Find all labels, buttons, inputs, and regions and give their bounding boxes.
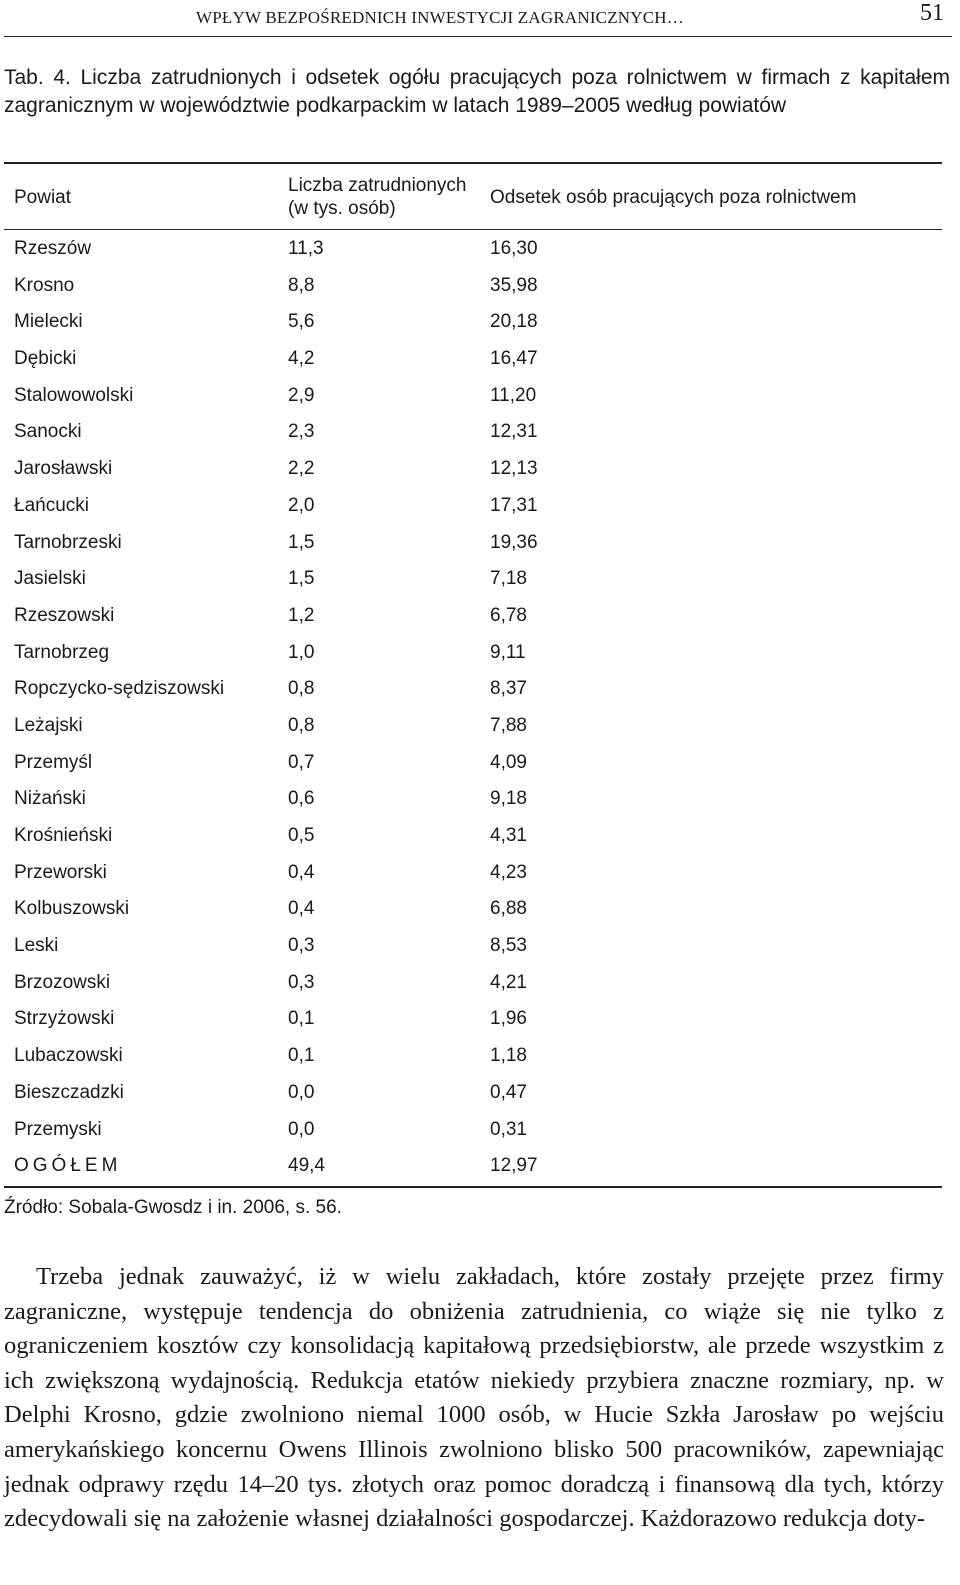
header-odsetek: Odsetek osób pracujących poza rolnictwem — [490, 187, 857, 208]
page-number: 51 — [920, 0, 944, 26]
cell-odsetek: 6,78 — [490, 604, 527, 626]
table-row — [4, 340, 938, 377]
table-row — [4, 817, 938, 854]
cell-odsetek: 9,11 — [490, 641, 526, 663]
cell-powiat: Rzeszowski — [14, 604, 115, 626]
cell-odsetek: 12,13 — [490, 458, 538, 480]
cell-powiat: Krosno — [14, 274, 75, 296]
table-row — [4, 1000, 938, 1037]
cell-liczba: 8,8 — [288, 274, 315, 296]
table-row — [4, 854, 938, 891]
table-row — [4, 744, 938, 781]
table-row — [4, 780, 938, 817]
cell-powiat: Łańcucki — [14, 494, 89, 516]
cell-liczba: 0,4 — [288, 861, 315, 883]
body-paragraph: Trzeba jednak zauważyć, iż w wielu zakładach, które zostały przejęte przez firmy zagraniczne, występuje tendencja do obniżenia zatrudnienia, co wiąże się nie tylko z ograniczeniem kosztów czy konsolidacją kapitałową przedsiębiorstw, ale przede wszystkim z ich zwiększoną wydajnością. Redukcja etatów niekiedy przybiera znaczne rozmiary, np. w Delphi Krosno, gdzie zwolniono niemal 1000 osób, w Hucie Szkła Jarosław po wejściu amerykańskiego koncernu Owens Illinois zwolniono blisko 500 pracowników, zapewniając jednak odprawy rzędu 14–20 tys. złotych oraz pomoc doradczą i finansową dla tych, którzy zdecydowali się na założenie własnej działalności gospodarczej. Każdorazowo redukcja doty- — [4, 1263, 944, 1533]
cell-powiat: Lubaczowski — [14, 1045, 123, 1067]
cell-odsetek: 19,36 — [490, 531, 538, 553]
cell-powiat: Mielecki — [14, 311, 83, 333]
header-rule — [4, 36, 952, 37]
cell-liczba: 1,2 — [288, 604, 315, 626]
running-title: WPŁYW BEZPOŚREDNICH INWESTYCJI ZAGRANICZNYCH… — [196, 8, 684, 27]
cell-odsetek: 1,96 — [490, 1008, 527, 1030]
table-row — [4, 303, 938, 340]
cell-liczba: 1,5 — [288, 531, 315, 553]
cell-liczba: 0,8 — [288, 714, 315, 736]
table-row — [4, 670, 938, 707]
cell-powiat: Krośnieński — [14, 825, 113, 846]
cell-powiat: Tarnobrzeg — [14, 641, 110, 663]
cell-odsetek: 8,37 — [490, 678, 527, 700]
cell-powiat: OGÓŁEM — [14, 1155, 122, 1177]
table-row — [4, 964, 938, 1001]
table-row — [4, 487, 938, 524]
cell-powiat: Dębicki — [14, 348, 77, 370]
cell-liczba: 0,0 — [288, 1081, 315, 1103]
cell-liczba: 0,1 — [288, 1045, 315, 1067]
cell-powiat: Jasielski — [14, 568, 86, 590]
cell-powiat: Przeworski — [14, 861, 107, 883]
cell-odsetek: 7,18 — [490, 568, 527, 590]
table-row — [4, 1037, 938, 1074]
cell-liczba: 2,9 — [288, 384, 315, 406]
cell-odsetek: 9,18 — [490, 788, 527, 810]
table-row — [4, 634, 938, 671]
cell-powiat: Przemyśl — [14, 751, 93, 773]
header-liczba: Liczba zatrudnionych (w tys. osób) — [288, 175, 467, 219]
table-row — [4, 267, 938, 304]
cell-odsetek: 12,31 — [490, 421, 538, 443]
cell-odsetek: 11,20 — [490, 384, 537, 406]
cell-odsetek: 4,23 — [490, 861, 527, 883]
cell-liczba: 1,5 — [288, 568, 315, 590]
cell-liczba: 0,7 — [288, 751, 315, 773]
cell-liczba: 5,6 — [288, 311, 315, 333]
cell-liczba: 1,0 — [288, 641, 315, 663]
cell-odsetek: 4,31 — [490, 825, 527, 846]
cell-powiat: Kolbuszowski — [14, 898, 130, 920]
cell-liczba: 0,3 — [288, 971, 315, 993]
cell-odsetek: 16,30 — [490, 238, 538, 259]
table-row — [4, 1074, 938, 1111]
table-row — [4, 413, 938, 450]
cell-odsetek: 7,88 — [490, 714, 527, 736]
cell-liczba: 0,5 — [288, 825, 315, 846]
cell-liczba: 0,4 — [288, 898, 315, 920]
cell-liczba: 2,2 — [288, 458, 315, 480]
cell-odsetek: 4,21 — [490, 971, 527, 993]
cell-odsetek: 0,47 — [490, 1081, 527, 1103]
cell-liczba: 2,3 — [288, 421, 315, 443]
table-body — [4, 230, 938, 1184]
cell-powiat: Rzeszów — [14, 238, 92, 259]
table-top-rule — [4, 162, 942, 164]
table-row — [4, 560, 938, 597]
table-row — [4, 890, 938, 927]
cell-liczba: 4,2 — [288, 348, 315, 370]
cell-liczba: 0,6 — [288, 788, 315, 810]
cell-odsetek: 12,97 — [490, 1155, 538, 1177]
cell-powiat: Niżański — [14, 788, 86, 810]
cell-odsetek: 4,09 — [490, 751, 527, 773]
cell-odsetek: 6,88 — [490, 898, 527, 920]
cell-powiat: Tarnobrzeski — [14, 531, 122, 553]
table-caption: Tab. 4. Liczba zatrudnionych i odsetek ogółu pracujących poza rolnictwem w firmach z kapitałem zagranicznym w województwie podkarpackim w latach 1989–2005 według powiatów — [4, 66, 950, 117]
table-row — [4, 230, 938, 267]
cell-odsetek: 20,18 — [490, 311, 538, 333]
cell-liczba: 0,3 — [288, 935, 315, 957]
cell-liczba: 0,8 — [288, 678, 315, 700]
cell-powiat: Sanocki — [14, 421, 82, 443]
page-header — [0, 0, 960, 40]
cell-liczba: 49,4 — [288, 1155, 325, 1177]
cell-odsetek: 8,53 — [490, 935, 527, 957]
cell-powiat: Ropczycko-sędziszowski — [14, 678, 225, 700]
cell-powiat: Leżajski — [14, 714, 83, 736]
table-total-row — [4, 1147, 938, 1184]
cell-odsetek: 0,31 — [490, 1118, 527, 1140]
cell-liczba: 0,0 — [288, 1118, 315, 1140]
cell-liczba: 11,3 — [288, 238, 324, 259]
table-row — [4, 524, 938, 561]
table-bottom-rule — [4, 1186, 942, 1188]
cell-powiat: Przemyski — [14, 1118, 102, 1140]
cell-powiat: Brzozowski — [14, 971, 111, 993]
cell-liczba: 2,0 — [288, 494, 315, 516]
source-note: Źródło: Sobala-Gwosdz i in. 2006, s. 56. — [4, 1197, 342, 1218]
table-row — [4, 1111, 938, 1148]
cell-odsetek: 1,18 — [490, 1045, 527, 1067]
table-row — [4, 707, 938, 744]
table-row — [4, 927, 938, 964]
cell-powiat: Bieszczadzki — [14, 1081, 124, 1103]
cell-odsetek: 17,31 — [490, 494, 538, 516]
cell-odsetek: 16,47 — [490, 348, 538, 370]
table-row — [4, 377, 938, 414]
cell-powiat: Leski — [14, 935, 59, 957]
cell-powiat: Stalowowolski — [14, 384, 134, 406]
cell-powiat: Strzyżowski — [14, 1008, 115, 1030]
table-row — [4, 450, 938, 487]
header-powiat: Powiat — [14, 187, 72, 208]
cell-odsetek: 35,98 — [490, 274, 538, 296]
table-row — [4, 597, 938, 634]
cell-liczba: 0,1 — [288, 1008, 315, 1030]
cell-powiat: Jarosławski — [14, 458, 113, 480]
